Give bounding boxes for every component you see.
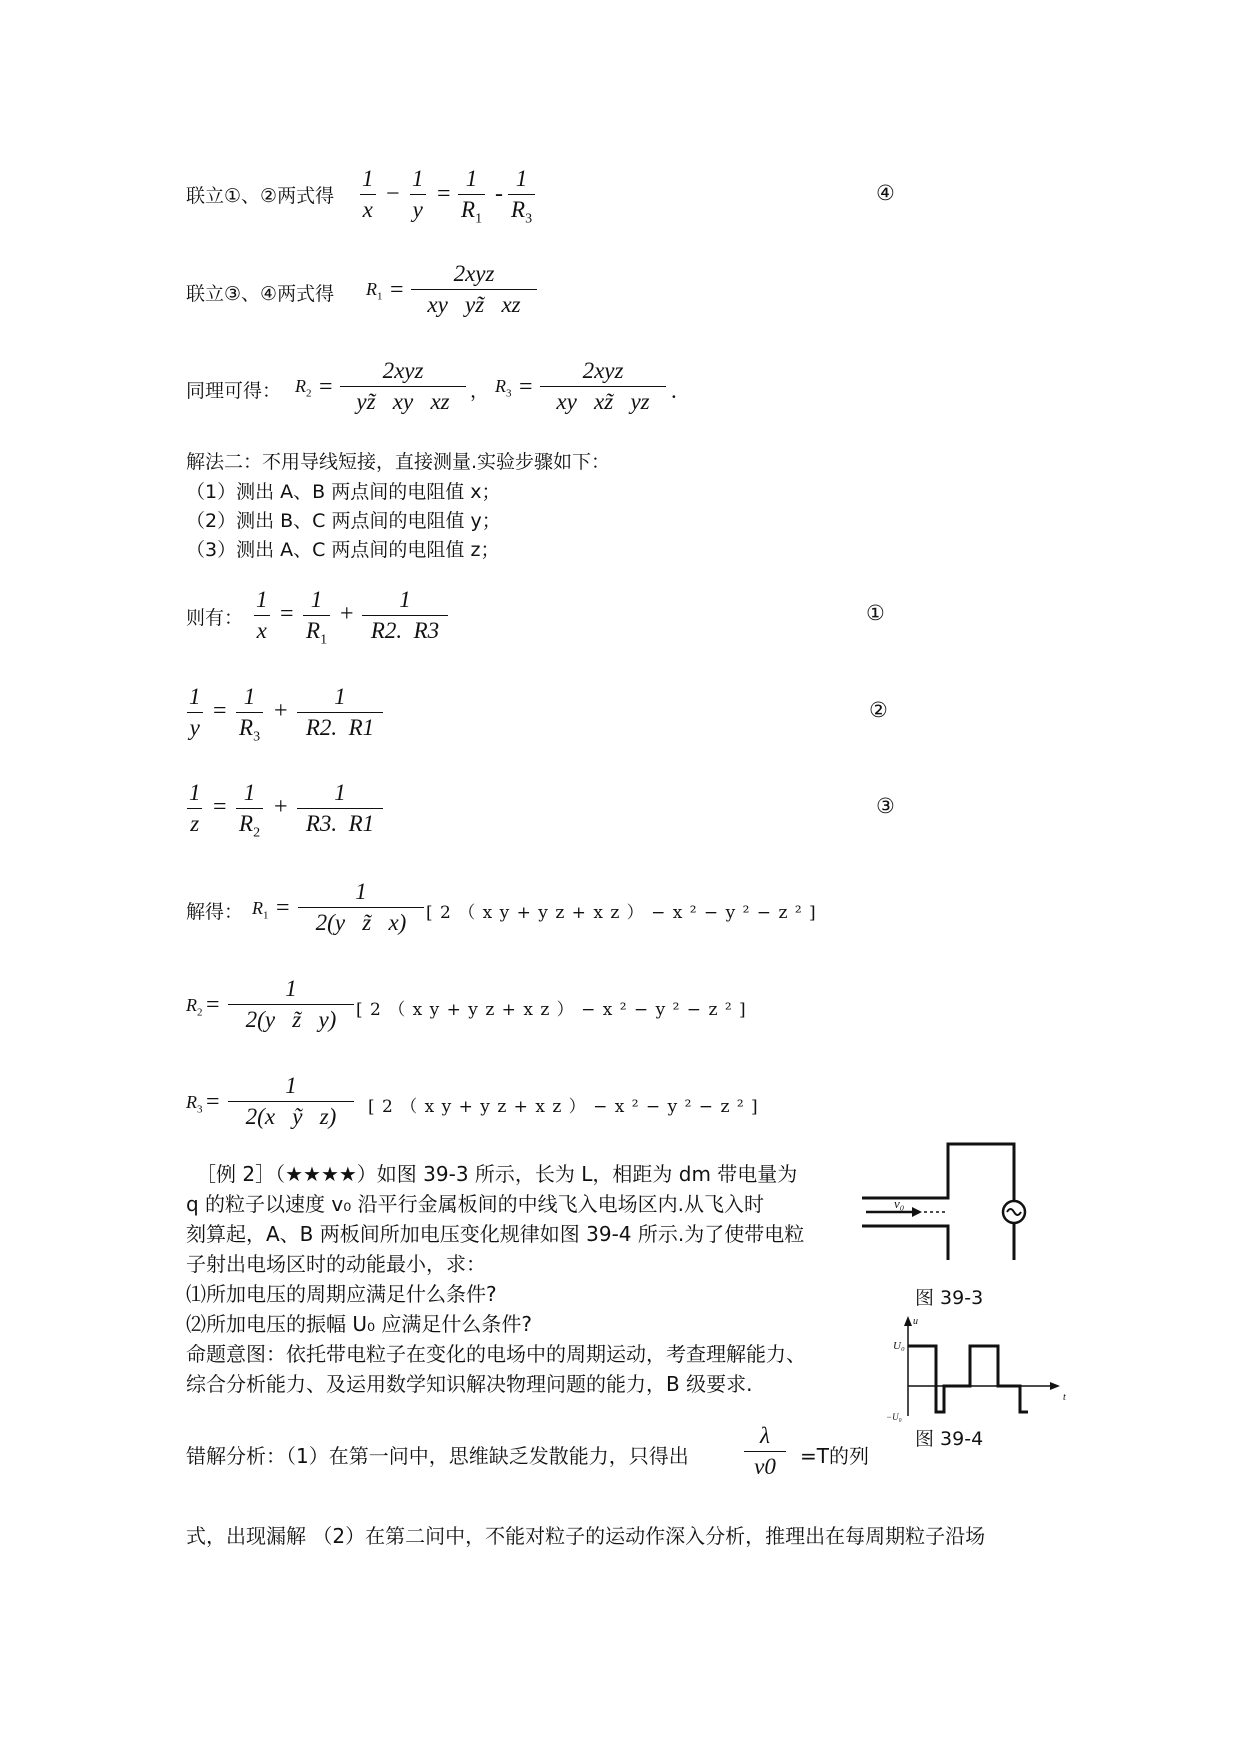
frac-1-over-x: $\frac{1}{x}$ <box>359 164 377 225</box>
frac-1-over-R1: $\frac{1}{R_1}$ <box>303 585 330 656</box>
equation-number-3: ③ <box>876 794 895 818</box>
question-2: ⑵所加电压的振幅 U₀ 应满足什么条件? <box>186 1312 532 1336</box>
frac-1-over-y: $\frac{1}{y}$ <box>409 164 427 225</box>
line2-prefix: 联立③、④两式得 <box>186 283 335 305</box>
frac-1-over-z: $\frac{1}{z}$ <box>186 778 204 839</box>
figure-39-4-diagram <box>888 1316 1068 1426</box>
bracket-expression: [ 2 （ x y + y z + x z ） − x ² − y ² − z ² ] <box>426 903 817 923</box>
R3-symbol: $R_3$ <box>186 1092 203 1116</box>
error-analysis-line-1: 错解分析：（1）在第一问中，思维缺乏发散能力，只得出 <box>186 1444 689 1468</box>
line1-prefix: 联立①、②两式得 <box>186 185 335 207</box>
bracket-expression: [ 2 （ x y + y z + x z ） − x ² − y ² − z ² ] <box>356 1000 747 1020</box>
frac-lambda-over-v0: $\frac{\lambda}{v0}$ <box>744 1421 786 1482</box>
R1-symbol: $R_1$ <box>366 279 383 303</box>
equals-op: = <box>390 277 404 303</box>
equation-number-4: ④ <box>876 181 895 205</box>
method-two-heading: 解法二：不用导线短接，直接测量.实验步骤如下： <box>186 451 611 473</box>
frac-1-over-R2R1: $\frac{1}{R2. R1}$ <box>297 682 383 743</box>
plus-op: + <box>274 698 288 724</box>
example-line-3: 刻算起，A、B 两板间所加电压变化规律如图 39-4 所示.为了使带电粒 <box>186 1222 805 1246</box>
R2-symbol: $R_2$ <box>295 376 312 400</box>
frac-1-over-x: $\frac{1}{x}$ <box>253 585 271 646</box>
frac-1-over-R1: $\frac{1}{R_1}$ <box>458 164 485 235</box>
u0-label: U₀ <box>893 1340 905 1352</box>
plus-op: + <box>274 794 288 820</box>
frac-1-over-R3: $\frac{1}{R_3}$ <box>508 164 535 235</box>
frac-1-over-R3: $\frac{1}{R_3}$ <box>236 682 263 753</box>
comma: ， <box>470 380 490 402</box>
t-axis-label: t <box>1063 1392 1066 1403</box>
equals-op: = <box>519 374 533 400</box>
u-axis-label: u <box>913 1316 918 1327</box>
eq-T: =T的列 <box>800 1444 869 1468</box>
frac-1-over-R2: $\frac{1}{R_2}$ <box>236 778 263 849</box>
step-1: （1）测出 A、B 两点间的电阻值 x； <box>186 481 501 503</box>
example-line-4: 子射出电场区时的动能最小，求： <box>186 1252 486 1276</box>
frac-1-over-R3R1: $\frac{1}{R3. R1}$ <box>297 778 383 839</box>
equals-op: = <box>206 992 220 1018</box>
question-1: ⑴所加电压的周期应满足什么条件? <box>186 1282 497 1306</box>
frac-1-over-y: $\frac{1}{y}$ <box>186 682 204 743</box>
example-line-2: q 的粒子以速度 v₀ 沿平行金属板间的中线飞入电场区内.从飞入时 <box>186 1192 764 1216</box>
example-line-1: ［例 2］（★★★★）如图 39-3 所示，长为 L，相距为 dm 带电量为 <box>196 1162 798 1186</box>
equation-number-2: ② <box>869 698 888 722</box>
frac-1-over-R2R3: $\frac{1}{R2. R3}$ <box>362 585 448 646</box>
equals-op: = <box>206 1089 220 1115</box>
equals-op: = <box>319 374 333 400</box>
error-analysis-line-2: 式，出现漏解 （2）在第二问中，不能对粒子的运动作深入分析，推理出在每周期粒子沿场 <box>186 1524 986 1548</box>
line3-prefix: 同理可得： <box>186 380 282 402</box>
step-2: （2）测出 B、C 两点间的电阻值 y； <box>186 510 501 532</box>
frac-R1: 2xyz xy yz̃ xz <box>411 259 537 320</box>
bracket-expression: [ 2 （ x y + y z + x z ） − x ² − y ² − z ² ] <box>368 1097 759 1117</box>
R1-symbol: $R_1$ <box>252 898 269 922</box>
intent-line-2: 综合分析能力、及运用数学知识解决物理问题的能力，B 级要求. <box>186 1372 753 1396</box>
R3-symbol: $R_3$ <box>495 376 512 400</box>
neg-u0-label: −U₀ <box>886 1412 902 1422</box>
period: . <box>671 378 677 403</box>
figure-39-4-caption: 图 39-4 <box>915 1428 984 1450</box>
zeyou-label: 则有： <box>186 607 244 629</box>
step-3: （3）测出 A、C 两点间的电阻值 z； <box>186 539 500 561</box>
frac-sol-R1: $\frac{1}{\text{2(y z̃ x)}}$ <box>298 877 424 938</box>
intent-line-1: 命题意图：依托带电粒子在变化的电场中的周期运动，考查理解能力、 <box>186 1342 806 1366</box>
plus-op: + <box>340 601 354 627</box>
minus-op: − <box>386 181 400 207</box>
frac-R2: 2xyz yz̃ xy xz <box>340 356 466 417</box>
equals-op: = <box>437 181 451 207</box>
frac-sol-R2: $\frac{1}{\text{2(y z̃ y)}}$ <box>228 974 354 1035</box>
minus-op: - <box>495 181 503 207</box>
equals-op: = <box>213 794 227 820</box>
equals-op: = <box>276 895 290 921</box>
v0-label: v₀ <box>894 1196 905 1211</box>
equals-op: = <box>213 698 227 724</box>
equals-op: = <box>280 601 294 627</box>
R2-symbol: $R_2$ <box>186 995 203 1019</box>
frac-R3: 2xyz xy xz̃ yz <box>540 356 666 417</box>
frac-sol-R3: $\frac{1}{\text{2(x ỹ z)}}$ <box>228 1071 354 1132</box>
figure-39-3-caption: 图 39-3 <box>915 1287 984 1309</box>
figure-39-3-diagram <box>862 1140 1062 1275</box>
equation-number-1: ① <box>866 601 885 625</box>
jiede-label: 解得： <box>186 901 244 923</box>
